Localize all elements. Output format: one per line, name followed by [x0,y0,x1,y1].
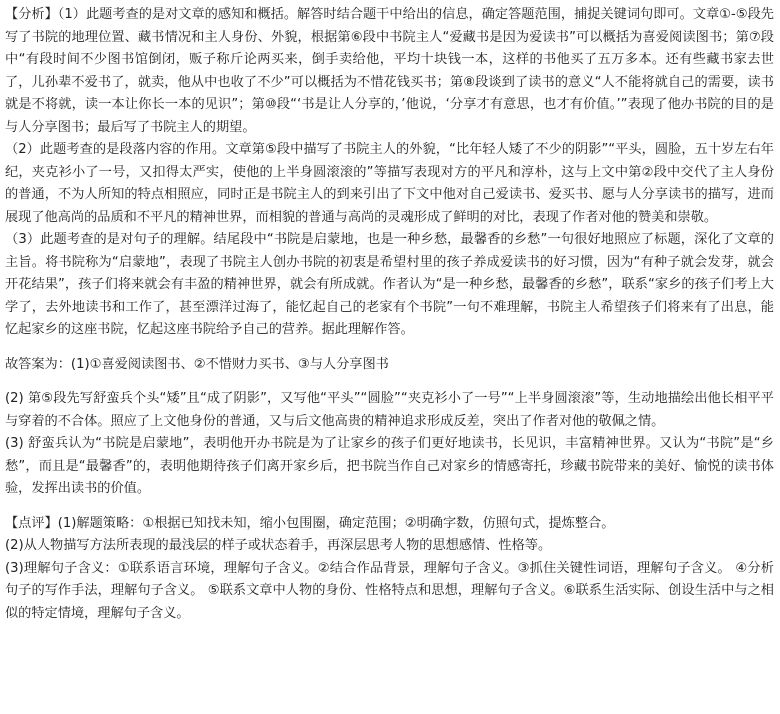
answer-part-2: (2) 第⑤段先写舒蛮兵个头“矮”且“成了阴影”，又写他“平头”“圆脸”“夹克衫小了一号”“上半身圆滚滚”等，生动地描绘出他长相平平与穿着的不合体。照应了上文他身份的普通，又与后文他高贵的精神追求形成反差，突出了作者对他的敬佩之情。 [5,391,774,429]
spacer [5,342,774,354]
analysis-part-1: 【分析】（1）此题考查的是对文章的感知和概括。解答时结合题干中给出的信息，确定答题范围，捕捉关键词句即可。文章①-⑤段先写了书院的地理位置、藏书情况和主人身份、外貌，根据第⑥段中书院主人“爱藏书是因为爱读书”可以概括为喜爱阅读图书；第⑦段中“有段时间不少图书馆倒闭，贩子称斤论两买来，倒手卖给他，平均十块钱一本，这样的书他买了五万多本。还有些藏书家去世了，儿孙辈不爱书了，就卖，他从中也收了不少”可以概括为不惜花钱买书；第⑧段谈到了读书的意义“人不能将就自己的需要，读书就是不将就，读一本让你长一本的见识”；第⑩段“‘书是让人分享的，’他说，‘分享才有意思，也才有价值。’”表现了他办书院的目的是与人分享图书；最后写了书院主人的期望。 [5,7,774,135]
analysis-part-2: （2）此题考查的是段落内容的作用。文章第⑤段中描写了书院主人的外貌，“比年轻人矮了不少的阴影”“平头，圆脸，五十岁左右年纪，夹克衫小了一号，又扣得太严实，使他的上半身圆滚滚的”等描写表现对方的平凡和淳朴，这与上文中第②段中交代了主人身份的普通，不为人所知的特点相照应，同时正是书院主人的到来引出了下文中他对自己爱读书、爱买书、愿与人分享读书的描写，进而展现了他高尚的品质和不平凡的精神世界，而相貌的普通与高尚的灵魂形成了鲜明的对比，表现了作者对他的赞美和崇敬。 [5,142,774,225]
answer-part-3: (3) 舒蛮兵认为“书院是启蒙地”，表明他开办书院是为了让家乡的孩子们更好地读书，长见识，丰富精神世界。又认为“书院”是“乡愁”，而且是“最馨香”的，表明他期待孩子们离开家乡后，把书院当作自己对家乡的情感寄托，珍藏书院带来的美好、愉悦的读书体验，发挥出读书的价值。 [5,436,774,496]
answer-section [5,354,774,501]
comment-section [5,513,774,626]
comment-part-3: (3)理解句子含义：①联系语言环境，理解句子含义。②结合作品背景，理解句子含义。③抓住关键性词语，理解句子含义。 ④分析句子的写作手法，理解句子含义。 ⑤联系文章中人物的身份、性格特点和思想，理解句子含义。⑥联系生活实际、创设生活中与之相似的特定情境，理解句子含义。 [5,560,774,621]
spacer [5,501,774,513]
answer-part-1: 故答案为：(1)①喜爱阅读图书、②不惜财力买书、③与人分享图书 [5,356,389,372]
analysis-part-3: （3）此题考查的是对句子的理解。结尾段中“书院是启蒙地，也是一种乡愁，最馨香的乡愁”一句很好地照应了标题，深化了文章的主旨。将书院称为“启蒙地”，表现了书院主人创办书院的初衷是希望村里的孩子养成爱读书的好习惯，因为“有种子就会发芽，就会开花结果”，孩子们将来就会有丰盈的精神世界，就会有所成就。作者认为“是一种乡愁，最馨香的乡愁”，联系“家乡的孩子们考上大学了，去外地读书和工作了，甚至漂洋过海了，能忆起自己的老家有个书院”一句不难理解，书院主人希望孩子们将来有了出息，能忆起家乡的这座书院，忆起这座书院给予自己的营养。据此理解作答。 [5,232,774,337]
comment-part-1: 【点评】(1)解题策略：①根据已知找未知，缩小包围圈，确定范围；②明确字数，仿照句式，提炼整合。 [5,515,615,531]
analysis-section [5,4,774,342]
comment-part-2: (2)从人物描写方法所表现的最浅层的样子或状态着手，再深层思考人物的思想感情、性格等。 [5,538,552,553]
spacer [5,376,774,388]
